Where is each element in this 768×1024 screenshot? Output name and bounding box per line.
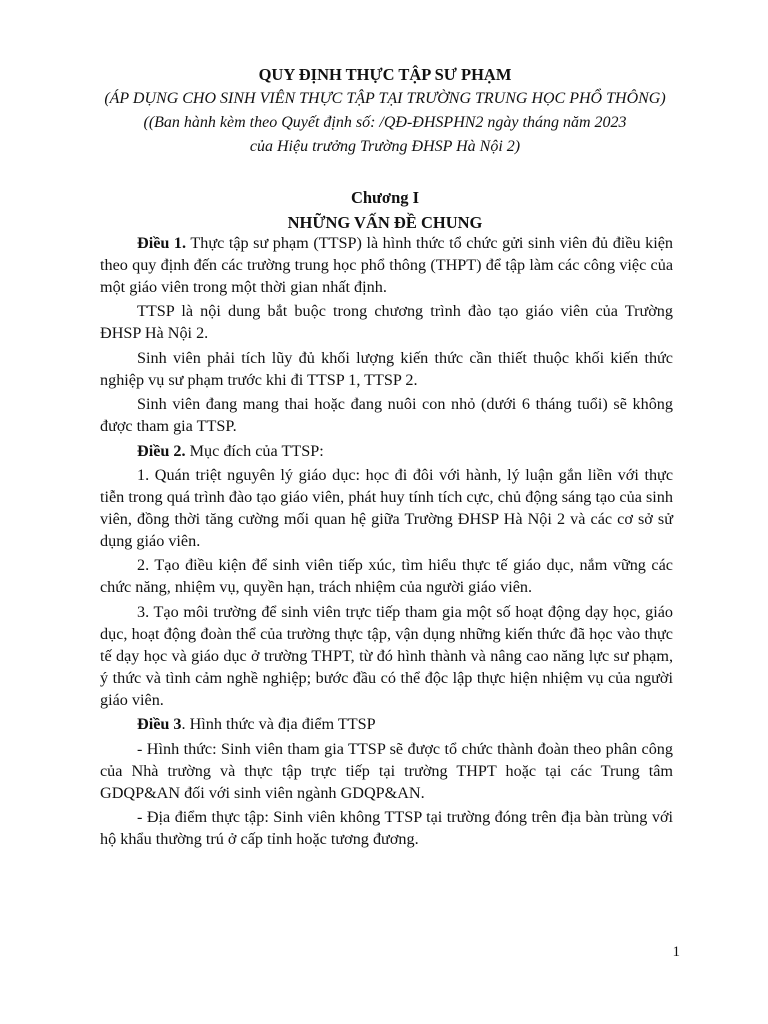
paragraph [100, 464, 673, 554]
page-number: 1 [672, 944, 680, 960]
paragraph-text: - Hình thức: Sinh viên tham gia TTSP sẽ được tổ chức thành đoàn theo phân công của Nhà trường và thực tập trực tiếp tại trường THPT hoặc tại các Trung tâm GDQP&AN đối với sinh viên ngành GDQP&AN. [100, 739, 673, 802]
paragraph-article-3 [100, 713, 673, 737]
document-subtitle-decision: ((Ban hành kèm theo Quyết định số: /QĐ-ĐHSPHN2 ngày tháng năm 2023 [143, 114, 627, 131]
document-title: QUY ĐỊNH THỰC TẬP SƯ PHẠM [258, 65, 512, 84]
paragraph-article-1 [100, 232, 673, 300]
document-subtitle-issuer: của Hiệu trưởng Trường ĐHSP Hà Nội 2) [249, 138, 521, 155]
document-subtitle-scope: (ÁP DỤNG CHO SINH VIÊN THỰC TẬP TẠI TRƯỜNG TRUNG HỌC PHỔ THÔNG) [104, 90, 666, 107]
article-heading: Điều 3 [137, 715, 182, 734]
paragraph-text: TTSP là nội dung bắt buộc trong chương trình đào tạo giáo viên của Trường ĐHSP Hà Nội 2. [100, 302, 673, 343]
paragraph-text: 1. Quán triệt nguyên lý giáo dục: học đi đôi với hành, lý luận gắn liền với thực tiễn trong quá trình đào tạo giáo viên, phát huy tính tích cực, chủ động sáng tạo của sinh viên, đồng thời tăng cường mối quan hệ giữa Trường ĐHSP Hà Nội 2 và các cơ sở sử dụng giáo viên. [100, 465, 673, 550]
paragraph-text: Mục đích của TTSP: [185, 441, 324, 460]
document-header [100, 63, 670, 159]
paragraph [100, 806, 673, 852]
paragraph [100, 601, 673, 713]
paragraph-text: . Hình thức và địa điểm TTSP [181, 715, 376, 734]
paragraph [100, 554, 673, 600]
paragraph-text: 3. Tạo môi trường để sinh viên trực tiếp tham gia một số hoạt động dạy học, giáo dục, hoạt động đoàn thể của trường thực tập, vận dụng những kiến thức đã học vào thực tế dạy học và giáo dục ở trường THPT, từ đó hình thành và nâng cao năng lực sư phạm, ý thức và tình cảm nghề nghiệp; bước đầu có thể độc lập thực hiện nhiệm vụ của người giáo viên. [100, 602, 673, 709]
chapter-number: Chương I [350, 188, 420, 207]
paragraph-text: 2. Tạo điều kiện để sinh viên tiếp xúc, tìm hiểu thực tế giáo dục, nắm vững các chức năng, nhiệm vụ, quyền hạn, trách nhiệm của người giáo viên. [100, 556, 673, 597]
paragraph [100, 300, 673, 346]
paragraph [100, 393, 673, 439]
paragraph-text: Sinh viên phải tích lũy đủ khối lượng kiến thức cần thiết thuộc khối kiến thức nghiệp vụ sư phạm trước khi đi TTSP 1, TTSP 2. [100, 348, 673, 389]
chapter-heading [100, 185, 670, 235]
article-heading: Điều 1. [137, 234, 187, 252]
paragraph-text: Thực tập sư phạm (TTSP) là hình thức tổ chức gửi sinh viên đủ điều kiện theo quy định đến các trường trung học phổ thông (THPT) để tập làm các công việc của một giáo viên trong một thời gian nhất định. [100, 234, 673, 296]
document-body [100, 232, 673, 852]
paragraph [100, 347, 673, 393]
paragraph-article-2 [100, 440, 673, 464]
paragraph-text: Sinh viên đang mang thai hoặc đang nuôi con nhỏ (dưới 6 tháng tuổi) sẽ không được tham gia TTSP. [100, 395, 673, 436]
paragraph [100, 738, 673, 806]
article-heading: Điều 2. [137, 441, 186, 460]
paragraph-text: - Địa điểm thực tập: Sinh viên không TTSP tại trường đóng trên địa bàn trùng với hộ khẩu thường trú ở cấp tỉnh hoặc tương đương. [100, 807, 673, 848]
chapter-title: NHỮNG VẤN ĐỀ CHUNG [287, 213, 483, 232]
